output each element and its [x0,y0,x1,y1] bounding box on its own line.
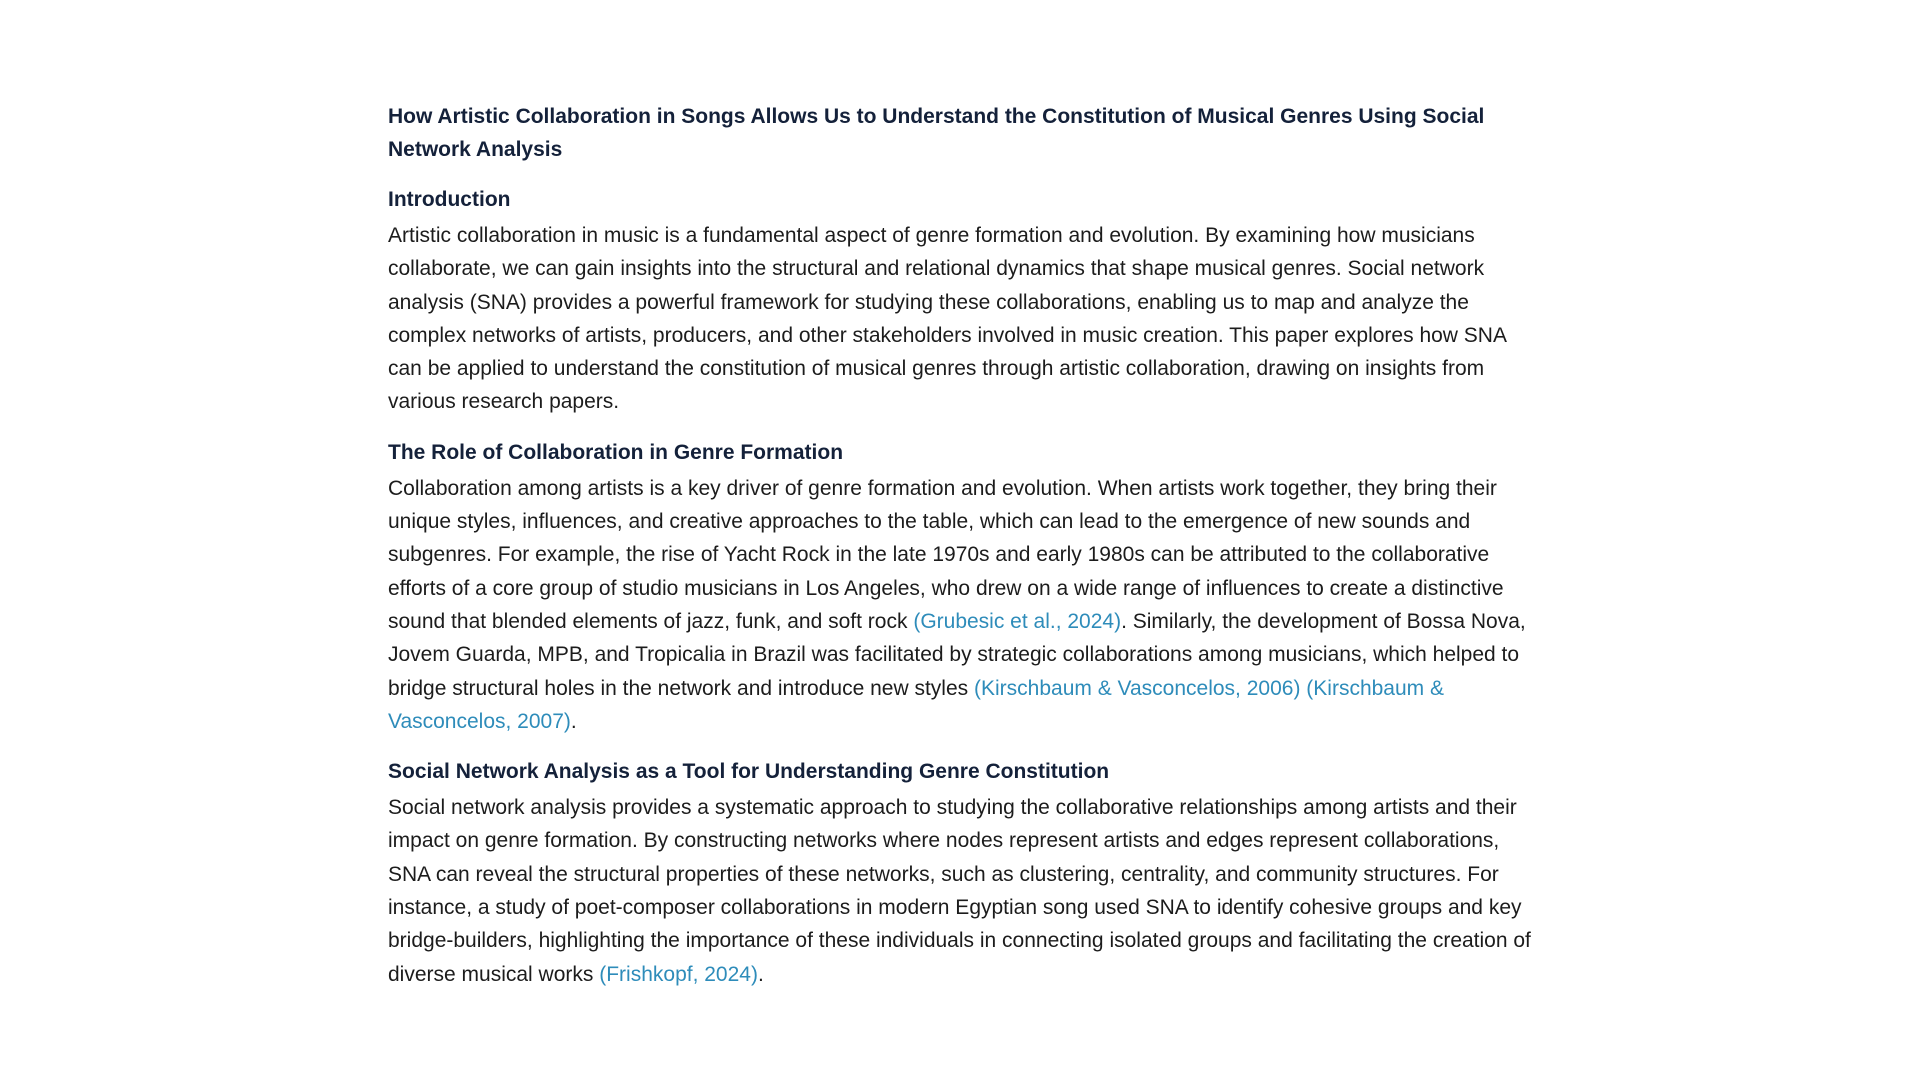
section-heading: Social Network Analysis as a Tool for Understanding Genre Constitution [388,760,1110,784]
document [388,100,1533,1008]
section-collaboration-genre-formation [388,436,1533,738]
citation-link[interactable]: (Frishkopf, 2024) [599,962,758,986]
section-introduction [388,183,1533,419]
paragraph-text: . Similarly, the development of Bossa Nova, Jovem Guarda, MPB, and Tropicalia in Brazil was facilitated by strategic collaborations among musicians, which helped to bridge structural holes in the network and introduce new styles [388,609,1526,700]
citation-link[interactable]: (Kirschbaum & Vasconcelos, 2007) [388,676,1444,733]
paragraph-text: Collaboration among artists is a key driver of genre formation and evolution. When artists work together, they bring their unique styles, influences, and creative approaches to the table, which can lead to the emergence of new sounds and subgenres. For example, the rise of Yacht Rock in the late 1970s and early 1980s can be attributed to the collaborative efforts of a core group of studio musicians in Los Angeles, who drew on a wide range of influences to create a distinctive sound that blended elements of jazz, funk, and soft rock [388,476,1504,633]
section-paragraph [388,472,1533,738]
section-paragraph [388,219,1533,419]
section-heading: The Role of Collaboration in Genre Formation [388,440,844,464]
section-paragraph [388,791,1533,991]
paragraph-text: . [570,709,577,733]
paragraph-text: . [757,962,764,986]
document-title: How Artistic Collaboration in Songs Allows Us to Understand the Constitution of Musical Genres Using Social Network Analysis [388,105,1485,161]
citation-link[interactable]: (Kirschbaum & Vasconcelos, 2006) [974,676,1301,700]
citation-link[interactable]: (Grubesic et al., 2024) [913,609,1122,633]
section-sna-tool [388,755,1533,991]
paragraph-text: Artistic collaboration in music is a fundamental aspect of genre formation and evolution. By examining how musicians collaborate, we can gain insights into the structural and relational dynamics that shape musical genres. Social network analysis (SNA) provides a powerful framework for studying these collaborations, enabling us to map and analyze the complex networks of artists, producers, and other stakeholders involved in music creation. This paper explores how SNA can be applied to understand the constitution of musical genres through artistic collaboration, drawing on insights from various research papers. [388,224,1506,414]
section-heading: Introduction [388,188,511,211]
paragraph-text: Social network analysis provides a systematic approach to studying the collaborative relationships among artists and their impact on genre formation. By constructing networks where nodes represent artists and edges represent collaborations, SNA can reveal the structural properties of these networks, such as clustering, centrality, and community structures. For instance, a study of poet-composer collaborations in modern Egyptian song used SNA to identify cohesive groups and key bridge-builders, highlighting the importance of these individuals in connecting isolated groups and facilitating the creation of diverse musical works [388,796,1531,986]
